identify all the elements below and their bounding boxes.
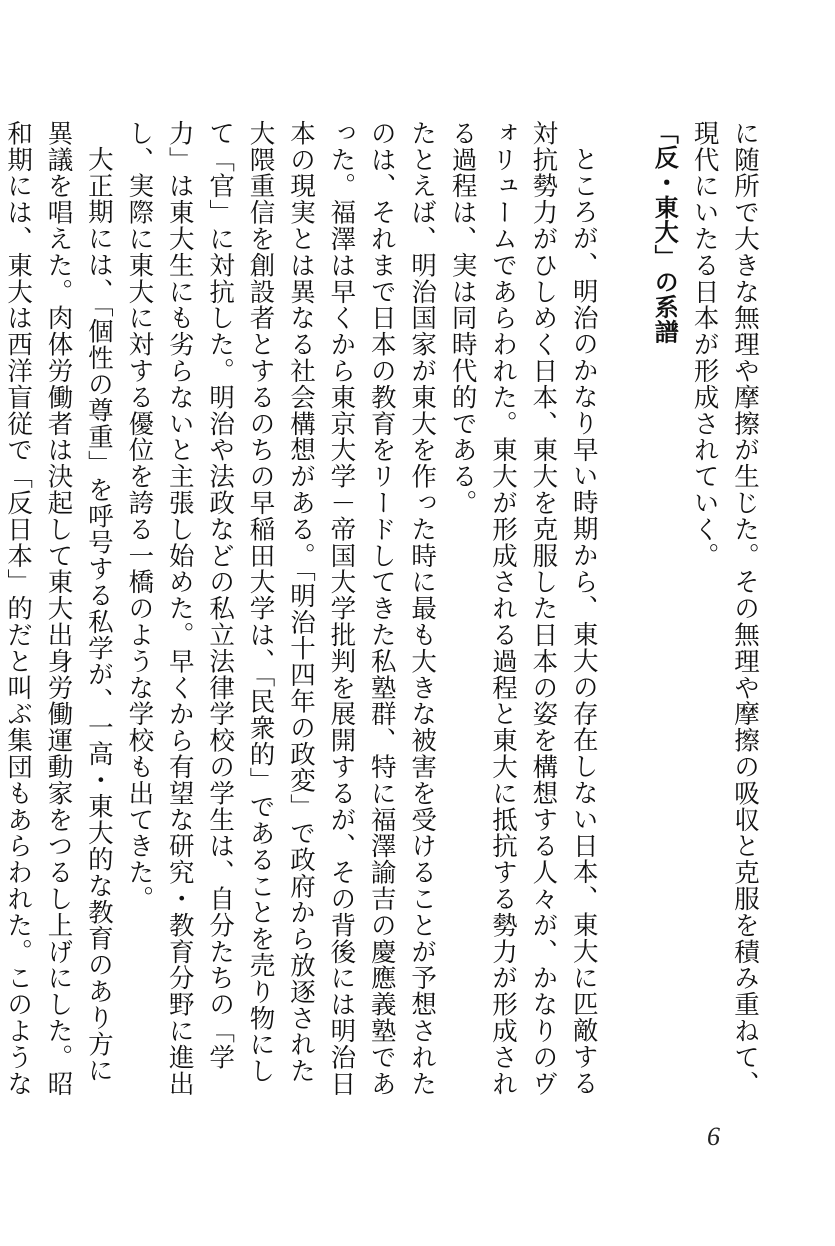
- paragraph-1: ところが、明治のかなり早い時期から、東大の存在しない日本、東大に匹敵する対抗勢力がひしめく日本、東大を克服した日本の姿を構想する人々が、かなりのヴォリュームであらわれた。東大が形成される過程と東大に抵抗する勢力が形成される過程は、実は同時代的である。: [447, 120, 599, 1097]
- page-number: 6: [707, 1122, 720, 1151]
- section-heading: 「反・東大」の系譜: [650, 120, 679, 345]
- vertical-text-body: [3, 120, 765, 1100]
- paragraph-intro: に随所で大きな無理や摩擦が生じた。その無理や摩擦の吸収と克服を積み重ねて、現代にいたる日本が形成されていく。: [689, 120, 760, 1097]
- paragraph-2: たとえば、明治国家が東大を作った時に最も大きな被害を受けることが予想されたのは、それまで日本の教育をリードしてきた私塾群、特に福澤諭吉の慶應義塾であった。福澤は早くから東京大学－帝国大学批判を展開するが、その背後には明治日本の現実とは異なる社会構想がある。「明治十四年の政変」で政府から放逐された大隈重信を創設者とするのちの早稲田大学は、「民衆的」であることを売り物にして「官」に対抗した。明治や法政などの私立法律学校の学生は、自分たちの「学力」は東大生にも劣らないと主張し始めた。早くから有望な研究・教育分野に進出し、実際に東大に対する優位を誇る一橋のような学校も出てきた。: [124, 120, 438, 1097]
- paragraph-3: 大正期には、「個性の尊重」を呼号する私学が、一高・東大的な教育のあり方に異議を唱えた。肉体労働者は決起して東大出身労働運動家をつるし上げにした。昭和期には、東大は西洋盲従で「反日本」的だと叫ぶ集団もあらわれた。このような: [3, 120, 114, 1097]
